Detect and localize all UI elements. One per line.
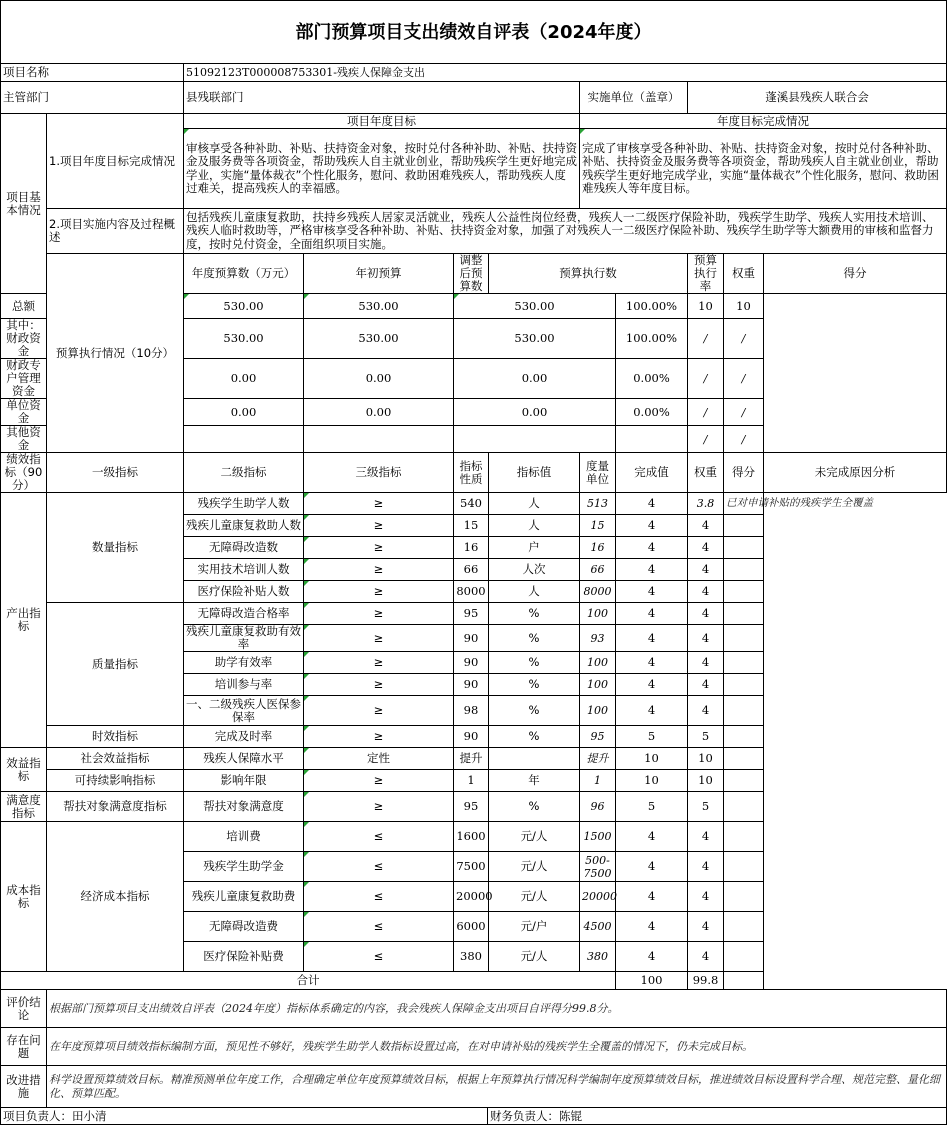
indicator-score: 4 (688, 537, 724, 559)
indicator-unit: % (489, 792, 580, 822)
project-leader: 项目负责人：田小清 (1, 1108, 488, 1125)
problem-text: 在年度预算项目绩效指标编制方面，预见性不够好，残疾学生助学人数指标设置过高，在对申请补贴的残疾学生全覆盖的情况下，仍未完成目标。 (47, 1028, 947, 1066)
indicator-nature: ≤ (304, 942, 454, 972)
indicator-row (1, 603, 947, 625)
perf-h-value: 指标值 (489, 453, 580, 493)
budget-weight: / (688, 399, 724, 426)
total-weight: 100 (616, 972, 688, 990)
indicator-nature: ≤ (304, 822, 454, 852)
perf-h-l3: 三级指标 (304, 453, 454, 493)
perf-h-actual: 完成值 (616, 453, 688, 493)
measure-label: 改进措施 (1, 1066, 47, 1108)
indicator-actual: 1500 (580, 822, 616, 852)
budget-executed: 0.00 (454, 359, 616, 399)
project-name-label: 项目名称 (1, 64, 184, 82)
indicator-reason (724, 822, 764, 852)
level2-quantity: 数量指标 (47, 493, 184, 603)
indicator-actual: 15 (580, 515, 616, 537)
indicator-actual: 100 (580, 674, 616, 696)
budget-label: 预算执行情况（10分） (47, 254, 184, 453)
level2-sustain: 可持续影响指标 (47, 770, 184, 792)
indicator-reason (724, 792, 764, 822)
indicator-reason (724, 748, 764, 770)
indicator-target: 6000 (454, 912, 489, 942)
row2-text: 包括残疾儿童康复救助，扶持乡残疾人居家灵活就业，残疾人公益性岗位经费，残疾人一二级医疗保险补助，残疾学生助学、残疾人实用技术培训、残疾人临时救助等，严格审核享受各种补助、补贴、扶持资金对象，加强了对残疾人一二级医疗保险补助、残疾学生助学等大额费用的审核和监督力度，按时兑付资金，全面组织项目实施。 (184, 209, 947, 254)
level1-satisfaction: 满意度指标 (1, 792, 47, 822)
indicator-reason: 已对申请补贴的残疾学生全覆盖 (724, 493, 764, 515)
indicator-reason (724, 515, 764, 537)
indicator-target: 20000 (454, 882, 489, 912)
budget-score: 10 (724, 294, 764, 319)
indicator-name: 残疾儿童康复救助人数 (184, 515, 304, 537)
indicator-unit: 户 (489, 537, 580, 559)
budget-h0: 年度预算数（万元） (184, 254, 304, 294)
indicator-score: 10 (688, 748, 724, 770)
indicator-row (1, 792, 947, 822)
indicator-row (1, 726, 947, 748)
indicator-unit: 元/人 (489, 942, 580, 972)
indicator-score: 4 (688, 912, 724, 942)
budget-rate: 100.00% (616, 319, 688, 359)
indicator-actual: 380 (580, 942, 616, 972)
indicator-actual: 95 (580, 726, 616, 748)
indicator-target: 95 (454, 603, 489, 625)
level2-quality: 质量指标 (47, 603, 184, 726)
budget-h6: 得分 (764, 254, 947, 294)
budget-h3: 预算执行数 (489, 254, 688, 294)
indicator-row (1, 748, 947, 770)
indicator-target: 7500 (454, 852, 489, 882)
indicator-reason (724, 770, 764, 792)
indicator-target: 1600 (454, 822, 489, 852)
indicator-nature: ≥ (304, 581, 454, 603)
indicator-weight: 5 (616, 792, 688, 822)
indicator-score: 4 (688, 581, 724, 603)
total-reason (724, 972, 764, 990)
indicator-unit: % (489, 652, 580, 674)
indicator-actual: 513 (580, 493, 616, 515)
indicator-weight: 4 (616, 912, 688, 942)
indicator-reason (724, 652, 764, 674)
indicator-unit: 人 (489, 581, 580, 603)
budget-initial: 530.00 (184, 319, 304, 359)
measure-text: 科学设置预算绩效目标。精准预测单位年度工作，合理确定单位年度预算绩效目标，根据上年预算执行情况科学编制年度预算绩效目标，推进绩效目标设置科学合理、规范完整、量化细化、预算匹配。 (47, 1066, 947, 1108)
indicator-name: 无障碍改造数 (184, 537, 304, 559)
basic-label: 项目基本情况 (1, 114, 47, 294)
indicator-weight: 4 (616, 559, 688, 581)
indicator-nature: ≤ (304, 912, 454, 942)
budget-initial: 0.00 (184, 399, 304, 426)
indicator-actual: 100 (580, 652, 616, 674)
budget-h4: 预算执行率 (688, 254, 724, 294)
budget-rate (616, 426, 688, 453)
indicator-name: 残疾学生助学金 (184, 852, 304, 882)
indicator-name: 培训费 (184, 822, 304, 852)
budget-rate: 0.00% (616, 359, 688, 399)
level2-social: 社会效益指标 (47, 748, 184, 770)
indicator-unit: 人次 (489, 559, 580, 581)
indicator-target: 1 (454, 770, 489, 792)
budget-executed: 530.00 (454, 319, 616, 359)
budget-row-label: 总额 (1, 294, 47, 319)
indicator-actual: 1 (580, 770, 616, 792)
indicator-name: 助学有效率 (184, 652, 304, 674)
perf-h-unit: 度量单位 (580, 453, 616, 493)
indicator-weight: 4 (616, 942, 688, 972)
budget-score: / (724, 426, 764, 453)
budget-row-label: 其中：财政资金 (1, 319, 47, 359)
indicator-nature: ≥ (304, 515, 454, 537)
level1-benefit: 效益指标 (1, 748, 47, 792)
indicator-actual: 96 (580, 792, 616, 822)
budget-h5: 权重 (724, 254, 764, 294)
perf-h-score: 得分 (724, 453, 764, 493)
indicator-target: 90 (454, 652, 489, 674)
indicator-actual: 93 (580, 625, 616, 652)
indicator-nature: ≥ (304, 625, 454, 652)
indicator-target: 540 (454, 493, 489, 515)
perf-h-nature: 指标性质 (454, 453, 489, 493)
row2-label: 2.项目实施内容及过程概述 (47, 209, 184, 254)
indicator-row (1, 822, 947, 852)
budget-adjusted: 0.00 (304, 399, 454, 426)
indicator-unit: % (489, 726, 580, 748)
indicator-reason (724, 674, 764, 696)
dept-label: 主管部门 (1, 82, 184, 114)
indicator-weight: 4 (616, 882, 688, 912)
indicator-nature: ≥ (304, 493, 454, 515)
indicator-name: 无障碍改造合格率 (184, 603, 304, 625)
budget-initial: 530.00 (184, 294, 304, 319)
indicator-name: 残疾学生助学人数 (184, 493, 304, 515)
level2-time: 时效指标 (47, 726, 184, 748)
indicator-unit: 人 (489, 515, 580, 537)
indicator-weight: 4 (616, 493, 688, 515)
indicator-target: 16 (454, 537, 489, 559)
indicator-reason (724, 625, 764, 652)
indicator-weight: 10 (616, 748, 688, 770)
indicator-row (1, 493, 947, 515)
perf-label: 绩效指标（90分） (1, 453, 47, 493)
indicator-target: 15 (454, 515, 489, 537)
indicator-nature: ≥ (304, 537, 454, 559)
goal-header: 项目年度目标 (184, 114, 580, 129)
footer-table (0, 989, 947, 1108)
indicator-actual: 20000 (580, 882, 616, 912)
indicator-reason (724, 726, 764, 748)
indicator-nature: ≥ (304, 792, 454, 822)
total-score: 99.8 (688, 972, 724, 990)
indicator-name: 完成及时率 (184, 726, 304, 748)
indicator-nature: ≤ (304, 852, 454, 882)
budget-h1: 年初预算 (304, 254, 454, 294)
budget-row-label: 其他资金 (1, 426, 47, 453)
indicator-score: 3.8 (688, 493, 724, 515)
indicator-reason (724, 581, 764, 603)
indicator-actual: 66 (580, 559, 616, 581)
indicator-nature: ≥ (304, 770, 454, 792)
indicator-target: 提升 (454, 748, 489, 770)
budget-rate: 0.00% (616, 399, 688, 426)
indicator-score: 4 (688, 625, 724, 652)
perf-h-reason: 未完成原因分析 (764, 453, 947, 493)
indicator-weight: 4 (616, 537, 688, 559)
budget-adjusted: 530.00 (304, 319, 454, 359)
indicator-name: 医疗保险补贴人数 (184, 581, 304, 603)
indicator-reason (724, 942, 764, 972)
conclusion-text: 根据部门预算项目支出绩效自评表（2024年度）指标体系确定的内容，我会残疾人保障金支出项目自评得分99.8分。 (47, 990, 947, 1028)
indicator-weight: 4 (616, 696, 688, 726)
perf-h-l1: 一级指标 (47, 453, 184, 493)
indicator-actual: 100 (580, 603, 616, 625)
finance-leader: 财务负责人：陈锟 (488, 1108, 947, 1125)
indicator-target: 380 (454, 942, 489, 972)
budget-adjusted: 530.00 (304, 294, 454, 319)
indicator-target: 98 (454, 696, 489, 726)
budget-weight: / (688, 359, 724, 399)
indicator-row (1, 770, 947, 792)
indicator-target: 8000 (454, 581, 489, 603)
budget-row-label: 单位资金 (1, 399, 47, 426)
indicator-name: 帮扶对象满意度 (184, 792, 304, 822)
complete-header: 年度目标完成情况 (580, 114, 947, 129)
indicator-nature: ≥ (304, 559, 454, 581)
indicator-score: 4 (688, 559, 724, 581)
budget-rate: 100.00% (616, 294, 688, 319)
indicator-actual: 8000 (580, 581, 616, 603)
indicator-actual: 4500 (580, 912, 616, 942)
indicator-weight: 4 (616, 674, 688, 696)
indicator-nature: 定性 (304, 748, 454, 770)
indicator-reason (724, 912, 764, 942)
indicator-unit: % (489, 696, 580, 726)
indicator-score: 5 (688, 726, 724, 748)
indicator-reason (724, 882, 764, 912)
indicator-weight: 4 (616, 603, 688, 625)
indicator-nature: ≥ (304, 726, 454, 748)
budget-score: / (724, 319, 764, 359)
indicator-weight: 4 (616, 581, 688, 603)
indicator-score: 4 (688, 942, 724, 972)
indicator-target: 66 (454, 559, 489, 581)
perf-h-l2: 二级指标 (184, 453, 304, 493)
indicator-nature: ≤ (304, 882, 454, 912)
problem-label: 存在问题 (1, 1028, 47, 1066)
indicator-score: 4 (688, 652, 724, 674)
indicator-nature: ≥ (304, 674, 454, 696)
indicator-name: 医疗保险补贴费 (184, 942, 304, 972)
budget-row-label: 财政专户管理资金 (1, 359, 47, 399)
indicator-weight: 4 (616, 515, 688, 537)
indicator-name: 无障碍改造费 (184, 912, 304, 942)
indicator-unit: 元/人 (489, 822, 580, 852)
indicator-weight: 10 (616, 770, 688, 792)
indicator-score: 5 (688, 792, 724, 822)
level2-econ: 经济成本指标 (47, 822, 184, 972)
indicator-reason (724, 559, 764, 581)
budget-reason (764, 294, 947, 453)
row1-label: 1.项目年度目标完成情况 (47, 114, 184, 209)
budget-weight: / (688, 426, 724, 453)
indicator-score: 4 (688, 674, 724, 696)
indicator-unit: % (489, 603, 580, 625)
indicator-actual: 100 (580, 696, 616, 726)
indicator-name: 影响年限 (184, 770, 304, 792)
budget-score: / (724, 359, 764, 399)
budget-initial: 0.00 (184, 359, 304, 399)
indicator-nature: ≥ (304, 652, 454, 674)
indicator-unit: % (489, 674, 580, 696)
budget-score: / (724, 399, 764, 426)
indicator-name: 残疾儿童康复救助费 (184, 882, 304, 912)
budget-adjusted: 0.00 (304, 359, 454, 399)
indicator-target: 95 (454, 792, 489, 822)
level1-cost: 成本指标 (1, 822, 47, 972)
budget-adjusted (304, 426, 454, 453)
project-name-value: 51092123T000008753301-残疾人保障金支出 (184, 64, 947, 82)
indicator-unit: 元/人 (489, 852, 580, 882)
indicator-score: 4 (688, 822, 724, 852)
budget-executed: 530.00 (454, 294, 616, 319)
level2-target_sat: 帮扶对象满意度指标 (47, 792, 184, 822)
indicator-weight: 4 (616, 852, 688, 882)
page-title: 部门预算项目支出绩效自评表（2024年度） (1, 1, 947, 64)
indicator-reason (724, 603, 764, 625)
indicator-actual: 16 (580, 537, 616, 559)
signature-table (0, 1107, 947, 1125)
indicator-weight: 5 (616, 726, 688, 748)
indicator-score: 4 (688, 696, 724, 726)
indicator-target: 90 (454, 625, 489, 652)
indicator-reason (724, 696, 764, 726)
indicator-weight: 4 (616, 652, 688, 674)
indicator-score: 4 (688, 882, 724, 912)
row1-done: 完成了审核享受各种补助、补贴、扶持资金对象，按时兑付各种补助、补贴、扶持资金及服务费等各项资金，帮助残疾人自主就业创业，帮助残疾学生更好地完成学业，实施“量体裁衣”个性化服务，慰问、救助困难残疾人等年度目标。 (580, 129, 947, 209)
indicator-score: 4 (688, 852, 724, 882)
perf-h-weight: 权重 (688, 453, 724, 493)
indicator-unit: 元/户 (489, 912, 580, 942)
level1-output: 产出指标 (1, 493, 47, 748)
budget-weight: / (688, 319, 724, 359)
indicator-actual: 提升 (580, 748, 616, 770)
indicator-unit: 元/人 (489, 882, 580, 912)
budget-executed (454, 426, 616, 453)
conclusion-label: 评价结论 (1, 990, 47, 1028)
total-label: 合计 (1, 972, 616, 990)
indicator-target: 90 (454, 726, 489, 748)
indicator-actual: 500-7500 (580, 852, 616, 882)
indicator-name: 残疾儿童康复救助有效率 (184, 625, 304, 652)
indicator-unit: 人 (489, 493, 580, 515)
indicator-weight: 4 (616, 625, 688, 652)
indicator-unit: % (489, 625, 580, 652)
indicator-unit: 年 (489, 770, 580, 792)
impl-value: 蓬溪县残疾人联合会 (688, 82, 947, 114)
indicator-name: 一、二级残疾人医保参保率 (184, 696, 304, 726)
row1-goal: 审核享受各种补助、补贴、扶持资金对象，按时兑付各种补助、补贴、扶持资金及服务费等各项资金，帮助残疾人自主就业创业，帮助残疾学生更好地完成学业，实施“量体裁衣”个性化服务，慰问、救助困难残疾人，帮助残疾人度过难关，提高残疾人的幸福感。 (184, 129, 580, 209)
indicator-reason (724, 852, 764, 882)
budget-weight: 10 (688, 294, 724, 319)
indicator-name: 实用技术培训人数 (184, 559, 304, 581)
impl-label: 实施单位（盖章） (580, 82, 688, 114)
dept-value: 县残联部门 (184, 82, 580, 114)
budget-executed: 0.00 (454, 399, 616, 426)
indicator-score: 4 (688, 603, 724, 625)
indicator-score: 4 (688, 515, 724, 537)
indicator-reason (724, 537, 764, 559)
indicator-target: 90 (454, 674, 489, 696)
indicator-unit (489, 748, 580, 770)
budget-initial (184, 426, 304, 453)
indicator-weight: 4 (616, 822, 688, 852)
indicator-score: 10 (688, 770, 724, 792)
indicator-name: 残疾人保障水平 (184, 748, 304, 770)
indicator-name: 培训参与率 (184, 674, 304, 696)
indicator-nature: ≥ (304, 603, 454, 625)
budget-h2: 调整后预算数 (454, 254, 489, 294)
indicator-nature: ≥ (304, 696, 454, 726)
